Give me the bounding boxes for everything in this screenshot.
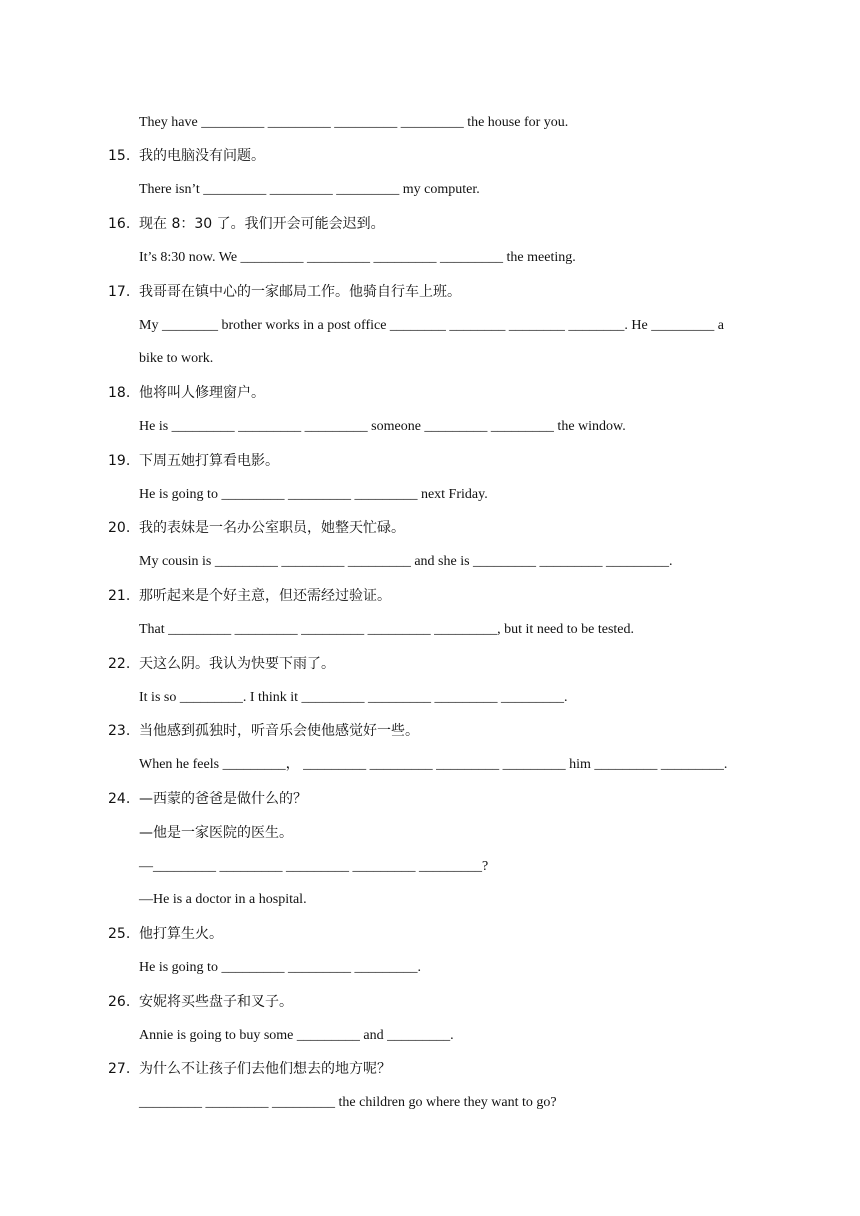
- line-text: —He is a doctor in a hospital.: [139, 892, 307, 907]
- question-text: 当他感到孤独时，听音乐会使他感觉好一些。: [139, 723, 419, 739]
- line-text: He is _________ _________ _________ someone _________ _________ the window.: [139, 419, 626, 434]
- question-number: 23.: [108, 723, 131, 739]
- question-number: 16.: [108, 216, 131, 232]
- question-text: 我的表妹是一名办公室职员，她整天忙碌。: [139, 520, 405, 536]
- question-text: 下周五她打算看电影。: [139, 453, 279, 469]
- question-text: —西蒙的爸爸是做什么的？: [139, 791, 307, 807]
- question-number: 26.: [108, 994, 131, 1010]
- line-text: bike to work.: [139, 351, 214, 366]
- question-number: 27.: [108, 1061, 131, 1077]
- question-text: 安妮将买些盘子和叉子。: [139, 994, 293, 1010]
- line-text: That _________ _________ _________ _________ _________, but it need to be tested.: [139, 622, 635, 637]
- line-text: My ________ brother works in a post office ________ ________ ________ ________. He _________ a: [139, 318, 724, 333]
- question-number: 24.: [108, 791, 131, 807]
- question-text: 他将叫人修理窗户。: [139, 385, 265, 401]
- question-text: 现在 8：30 了。我们开会可能会迟到。: [139, 216, 385, 232]
- question-text: 他打算生火。: [139, 926, 223, 942]
- question-text: 我的电脑没有问题。: [139, 148, 265, 164]
- line-text: He is going to _________ _________ _________ next Friday.: [139, 487, 488, 502]
- line-text: My cousin is _________ _________ _________ and she is _________ _________ _________.: [139, 554, 673, 569]
- question-number: 19.: [108, 453, 131, 469]
- question-text: 为什么不让孩子们去他们想去的地方呢？: [139, 1061, 391, 1077]
- line-text: He is going to _________ _________ _________.: [139, 960, 421, 975]
- line-text: They have _________ _________ _________ _________ the house for you.: [139, 115, 569, 130]
- question-number: 15.: [108, 148, 131, 164]
- line-text: It’s 8:30 now. We _________ _________ _________ _________ the meeting.: [139, 250, 576, 265]
- line-text: Annie is going to buy some _________ and _________.: [139, 1028, 454, 1043]
- question-number: 18.: [108, 385, 131, 401]
- line-text: It is so _________. I think it _________ _________ _________ _________.: [139, 690, 568, 705]
- question-number: 20.: [108, 520, 131, 536]
- question-number: 25.: [108, 926, 131, 942]
- question-text: 我哥哥在镇中心的一家邮局工作。他骑自行车上班。: [139, 284, 461, 300]
- question-number: 22.: [108, 656, 131, 672]
- question-text: —他是一家医院的医生。: [139, 825, 293, 841]
- line-text: —_________ _________ _________ _________ _________?: [139, 859, 489, 874]
- line-text: When he feels _________， _________ _________ _________ _________ him _________ _________.: [139, 757, 728, 772]
- question-text: 那听起来是个好主意，但还需经过验证。: [139, 588, 391, 604]
- line-text: There isn’t _________ _________ _________ my computer.: [139, 182, 480, 197]
- question-text: 天这么阴。我认为快要下雨了。: [139, 656, 335, 672]
- question-number: 21.: [108, 588, 131, 604]
- line-text: _________ _________ _________ the children go where they want to go?: [139, 1095, 557, 1110]
- question-number: 17.: [108, 284, 131, 300]
